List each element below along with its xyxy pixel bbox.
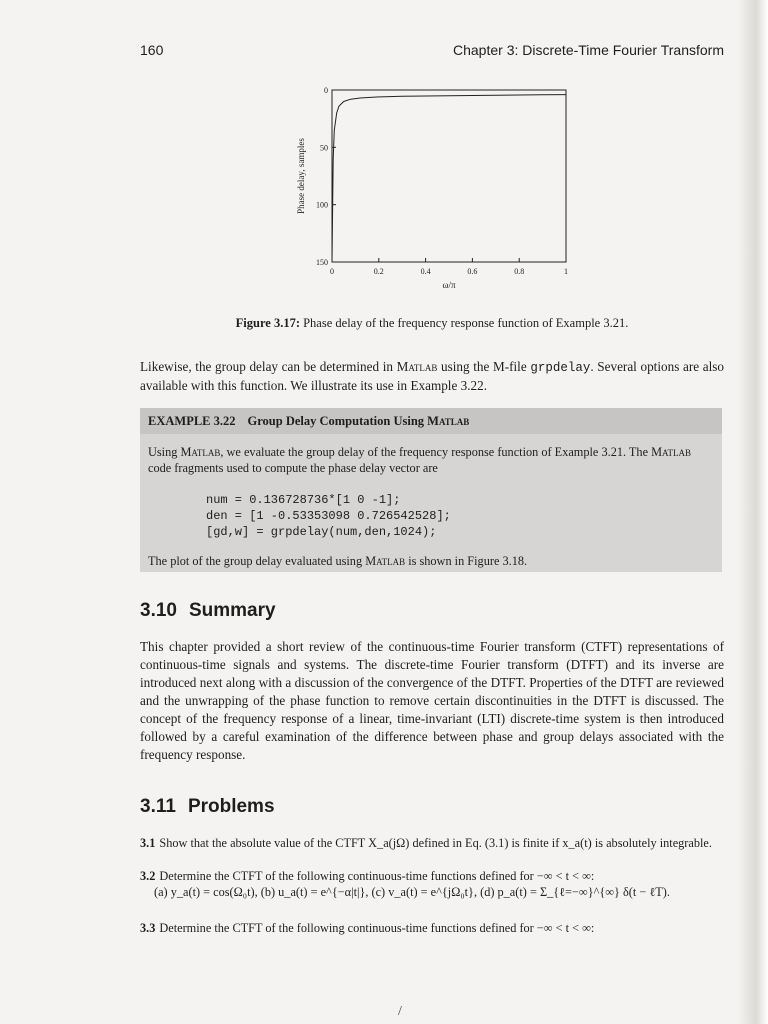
example-body (148, 444, 714, 476)
example-label: EXAMPLE 3.22 (148, 414, 236, 428)
summary-paragraph: This chapter provided a short review of the continuous-time Fourier transform (CTFT) representations of continuous-time signals and systems. The discrete-time Fourier transform (DTFT) and its inverse are introduced next along with a discussion of the convergence of the DTFT. Properties of the DTFT are reviewed and the unwrapping of the phase function to remove certain discontinuities in the DTFT is discussed. The concept of the frequency response of a linear, time-invariant (LTI) discrete-time system is then introduced followed by a careful examination of the difference between phase and group delays associated with the frequency response. (140, 639, 724, 762)
problems-heading (140, 796, 275, 818)
problem-text: Determine the CTFT of the following continuous-time functions defined for −∞ < t < ∞: (159, 921, 595, 935)
example-title-matlab: Matlab (427, 414, 470, 428)
problem-number: 3.2 (140, 869, 156, 883)
summary-title: Summary (188, 600, 276, 621)
pen-mark: / (398, 1004, 402, 1019)
code-line: [gd,w] = grpdelay(num,den,1024); (206, 525, 437, 539)
problem-text: Show that the absolute value of the CTFT X_a(jΩ) defined in Eq. (3.1) is finite if x_a(t) is absolutely integrable. (159, 836, 712, 850)
code-block (206, 492, 451, 540)
example-body-1: Using (148, 445, 181, 459)
example-box (140, 408, 722, 572)
intro-text-2: using the M-file (437, 359, 531, 374)
example-foot-1: The plot of the group delay evaluated using (148, 554, 366, 568)
phase-delay-chart (290, 84, 590, 299)
problems-number: 3.11 (140, 796, 176, 817)
figure-caption-text: Phase delay of the frequency response function of Example 3.21. (299, 316, 629, 330)
x-tick-label: 1 (564, 267, 568, 276)
y-tick-label: 100 (316, 200, 328, 210)
y-axis-label: Phase delay, samples (296, 138, 306, 214)
problem-number: 3.1 (140, 836, 156, 850)
example-foot-matlab: Matlab (365, 554, 406, 568)
figure-caption-label: Figure 3.17: (235, 316, 300, 330)
example-body-3: code fragments used to compute the phase delay vector are (148, 461, 438, 475)
example-title (148, 414, 469, 429)
example-body-matlab-2: Matlab (651, 445, 692, 459)
phase-delay-figure (290, 84, 590, 299)
intro-text-1: Likewise, the group delay can be determined in (140, 359, 397, 374)
problem-text: Determine the CTFT of the following continuous-time functions defined for −∞ < t < ∞: (159, 869, 595, 883)
page-number: 160 (140, 42, 164, 58)
example-footer (148, 554, 527, 569)
intro-code: grpdelay (530, 361, 591, 375)
page-header (140, 42, 724, 62)
page-edge-shadow (738, 0, 768, 1024)
x-axis-label: ω/π (442, 280, 456, 290)
problems-title: Problems (187, 796, 275, 817)
y-tick-label: 150 (316, 258, 328, 267)
plot-frame (332, 90, 566, 262)
problem-item (140, 920, 730, 936)
problem-subparts: (a) y_a(t) = cos(Ω₀t), (b) u_a(t) = e^{−α|t|}, (c) v_a(t) = e^{jΩ₀t}, (d) p_a(t) = Σ_{ℓ=−∞}^{∞} δ(t − ℓT). (154, 885, 670, 899)
code-line: den = [1 -0.53353098 0.726542528]; (206, 509, 451, 523)
y-tick-label: 0 (324, 86, 328, 95)
x-tick-label: 0.4 (420, 267, 431, 276)
example-title-text: Group Delay Computation Using (247, 414, 428, 428)
x-tick-label: 0.8 (514, 267, 525, 276)
intro-matlab: Matlab (396, 359, 438, 374)
problem-item (140, 835, 730, 851)
intro-paragraph (140, 358, 724, 395)
code-line: num = 0.136728736*[1 0 -1]; (206, 493, 401, 507)
x-tick-label: 0 (330, 267, 334, 276)
example-body-matlab-1: Matlab (180, 445, 221, 459)
summary-heading (140, 600, 276, 622)
problem-item (140, 868, 730, 900)
problem-number: 3.3 (140, 921, 156, 935)
figure-caption (140, 316, 724, 331)
example-foot-2: is shown in Figure 3.18. (405, 554, 528, 568)
chapter-title: Chapter 3: Discrete-Time Fourier Transform (453, 42, 724, 58)
example-body-2: , we evaluate the group delay of the frequency response function of Example 3.21. The (220, 445, 652, 459)
phase-delay-line (332, 95, 566, 262)
summary-number: 3.10 (140, 600, 177, 621)
intro-text-3: . Several options are also available with this function. We illustrate its use in Example 3.22. (140, 359, 724, 393)
x-tick-label: 0.2 (373, 267, 384, 276)
x-tick-label: 0.6 (467, 267, 478, 276)
y-tick-label: 50 (320, 143, 328, 153)
example-header (140, 408, 722, 434)
